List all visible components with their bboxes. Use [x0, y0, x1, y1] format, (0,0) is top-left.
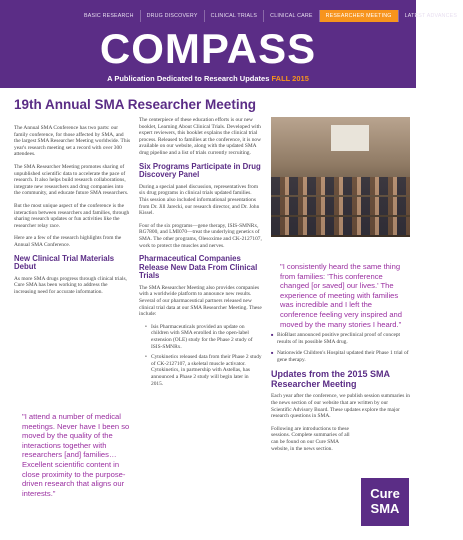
section-heading: Updates from the 2015 SMA Researcher Meeting: [271, 369, 390, 390]
pull-quote-researcher: "I attend a number of medical meetings. Never have I been so moved by the quality of the interactions together with researchers [and] families…Excellent scientific content in close proximity to the purpose-driven research that aligns our interests.": [22, 412, 130, 498]
logo-line-1: Cure: [370, 486, 400, 501]
nav-item-clinical-care[interactable]: CLINICAL CARE: [264, 10, 319, 22]
top-nav: [78, 10, 458, 22]
paragraph: As more SMA drugs progress through clinical trials, Cure SMA has been working to address the increasing need for accurate information.: [14, 275, 127, 295]
pull-quote-families: "I consistently heard the same thing from families: 'This conference changed [or saved] our lives.' The experience of meeting with families was incredible and I left the conference feeling very inspired and moved by the many stories I heard.": [280, 262, 402, 329]
paragraph: The SMA Researcher Meeting also provides companies with a worldwide platform to announce new results. Several of our pharmaceutical partners released new clinical trial data at our SMA Researcher Meeting. These include:: [139, 284, 262, 318]
paragraph: Each year after the conference, we publish session summaries in the news section of our website that are written by our Scientific Advisory Board. These updates explore the major research questions in SMA.: [271, 393, 410, 420]
column-1: [14, 125, 131, 301]
subtitle-text: A Publication Dedicated to Research Updates: [107, 74, 270, 83]
section-heading: Six Programs Participate in Drug Discovery Panel: [139, 161, 261, 180]
results-list-continued: [271, 332, 410, 363]
paragraph: Four of the six programs—gene therapy, ISIS-SMNRx, RG7800, and LMI070—treat the underlying genetics of SMA. The other programs, Olesoxime and CK-2127107, work to protect the muscles and nerves.: [139, 222, 262, 249]
section-heading: Pharmaceutical Companies Release New Data From Clinical Trials: [139, 254, 258, 281]
paragraph: But the most unique aspect of the conference is the interaction between researchers and families, through sharing research updates or fun activities like the researcher relay race.: [14, 202, 130, 229]
nav-item-clinical-trials[interactable]: CLINICAL TRIALS: [205, 10, 265, 22]
masthead-banner: [0, 0, 458, 88]
nav-item-latest-advances[interactable]: LATEST ADVANCES: [404, 13, 458, 19]
issue-season: FALL 2015: [271, 74, 309, 83]
conference-photo: [271, 117, 410, 237]
nav-item-basic-research[interactable]: BASIC RESEARCH: [78, 10, 141, 22]
section-heading: New Clinical Trial Materials Debut: [14, 253, 115, 272]
publication-title: COMPASS: [99, 25, 317, 72]
nav-item-researcher-meeting[interactable]: RESEARCHER MEETING: [320, 10, 399, 22]
paragraph: The SMA Researcher Meeting promotes sharing of unpublished scientific data to accelerate the pace of research. It also helps build research collaborations, integrate new researchers and drug companies into the community, and educate future SMA researchers.: [14, 163, 129, 197]
paragraph: The centerpiece of these education efforts is our new booklet, Learning About Clinical Trials. Developed with expert reviewers, this booklet explains the clinical trial process. Released to families at the conference, it is now available on our website, along with the updated SMA drug pipeline and a list of trials currently recruiting.: [139, 117, 261, 156]
paragraph: Here are a few of the research highlights from the Annual SMA Conference.: [14, 235, 122, 248]
list-item: ■ BioBlast announced positive preclinical proof of concept results of its possible SMA drug.: [271, 332, 410, 345]
publication-subtitle: [0, 74, 416, 83]
projection-screen: [331, 125, 369, 151]
cure-sma-logo: [361, 478, 409, 526]
column-2: [139, 117, 262, 391]
list-item: • Cytokinetics released data from their Phase 2 study of CK-2127107, a skeletal muscle activator. Cytokinetics, in partnership with Astellas, has announced a Phase 2 study will begin later in 2015.: [145, 354, 262, 387]
logo-line-2: SMA: [370, 501, 400, 516]
paragraph: During a special panel discussion, representatives from six drug programs in clinical trials updated families. This session also included informational presentations from Dr. Jill Jarecki, our research director, and Dr. John Kissel.: [139, 183, 260, 217]
column-3: [271, 332, 410, 458]
article-headline: 19th Annual SMA Researcher Meeting: [14, 97, 257, 112]
audience-row: [271, 177, 410, 195]
results-list: [145, 324, 262, 387]
audience-row: [271, 197, 410, 215]
paragraph: Following are introductions to these sessions. Complete summaries of all can be found on our Cure SMA website, in the news section.: [271, 425, 350, 452]
list-item: ■ Nationwide Children's Hospital updated their Phase 1 trial of gene therapy.: [271, 350, 410, 363]
list-item: • Isis Pharmaceuticals provided an update on children with SMA enrolled in the open-label extension (OLE) study for the Phase 2 study of ISIS-SMNRx.: [145, 324, 262, 350]
nav-item-drug-discovery[interactable]: DRUG DISCOVERY: [141, 10, 205, 22]
paragraph: The Annual SMA Conference has two parts: our family conference, for those affected by SMA, and the largest SMA Researcher Meeting worldwide. This year's research meeting set a record with over 300 attendees.: [14, 125, 131, 158]
audience-row: [271, 217, 410, 235]
